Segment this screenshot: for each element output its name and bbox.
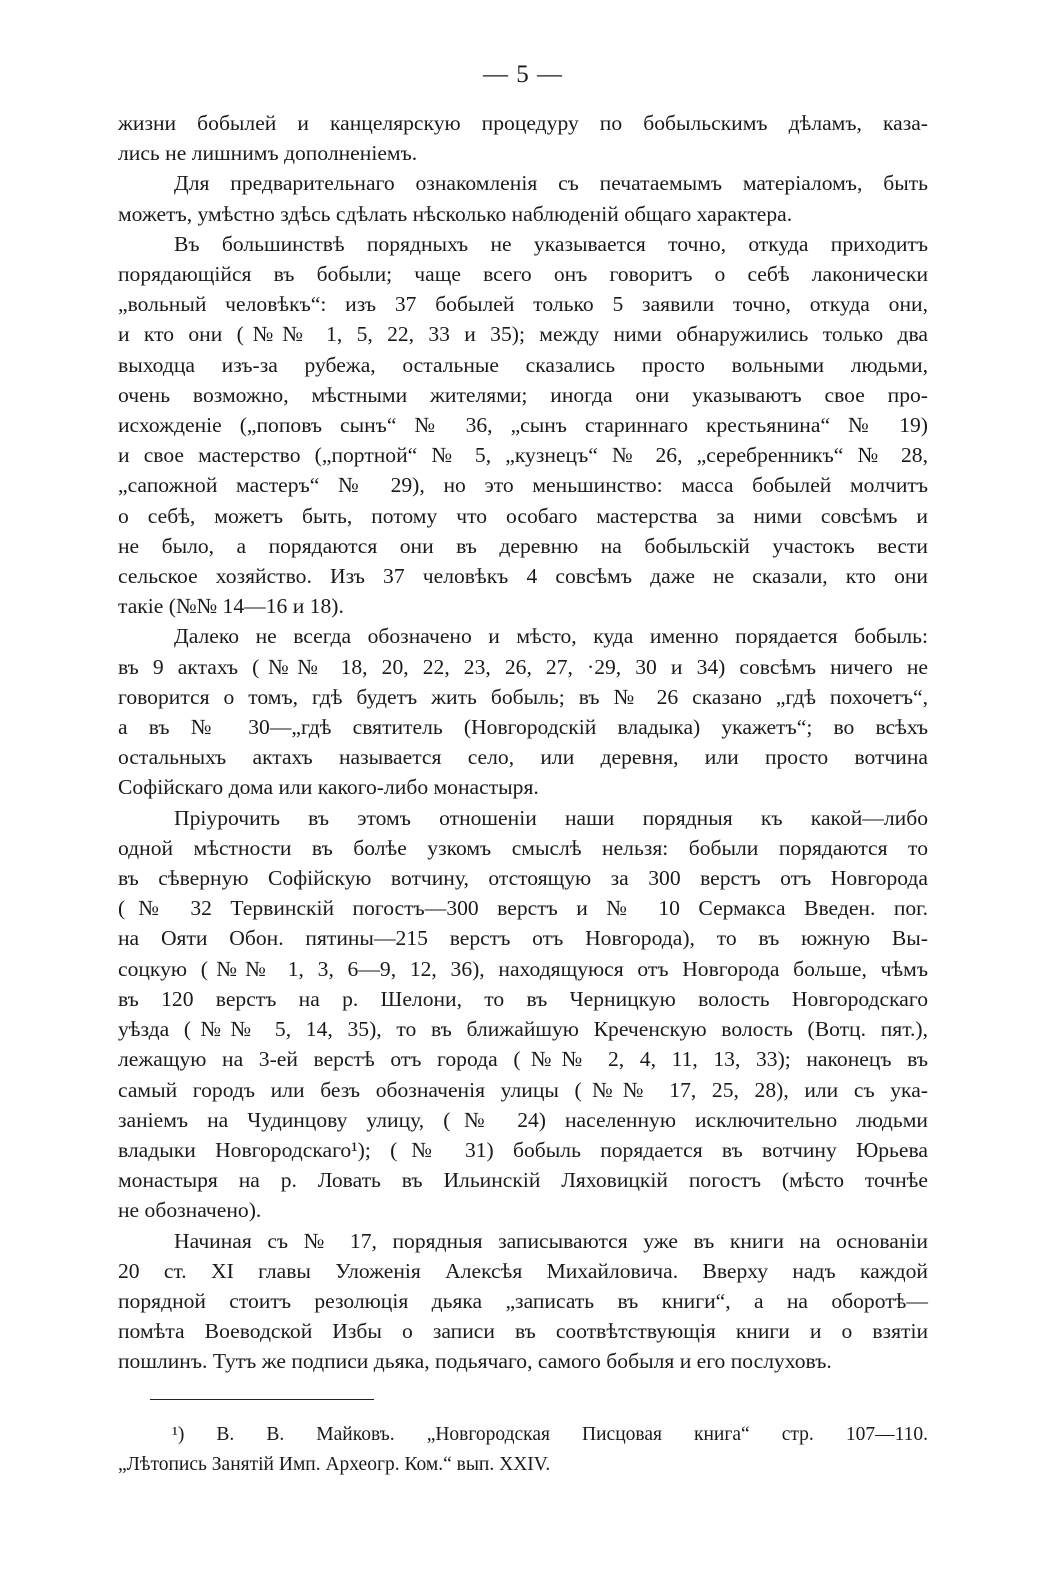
text-line: такіе (№№ 14—16 и 18).: [118, 594, 344, 619]
text-line: на Ояти Обон. пятины—215 верстъ отъ Новгорода), то въ южную Вы-: [118, 926, 928, 951]
text-line: остальныхъ актахъ называется село, или деревня, или просто вотчина: [118, 745, 928, 770]
text-line: Пріурочить въ этомъ отношеніи наши порядныя къ какой—либо: [174, 805, 928, 830]
text-line: а въ № 30—„гдѣ святитель (Новгородскій владыка) укажетъ“; во всѣхъ: [118, 715, 928, 740]
text-line: „вольный человѣкъ“: изъ 37 бобылей только 5 заявили точно, откуда они,: [118, 292, 928, 317]
text-line: не было, а порядаются они въ деревню на бобыльскій участокъ вести: [118, 533, 928, 558]
text-line: одной мѣстности въ болѣе узкомъ смыслѣ нельзя: бобыли порядаются то: [118, 835, 928, 860]
footnote-line-2: „Лѣтопись Занятій Имп. Археогр. Ком.“ вып. XXIV.: [118, 1453, 551, 1475]
text-line: Для предварительнаго ознакомленія съ печатаемымъ матеріаломъ, быть: [174, 171, 928, 196]
paragraph: [118, 803, 928, 1226]
text-line: говорится о томъ, гдѣ будетъ жить бобыль; въ № 26 сказано „гдѣ похочетъ“,: [118, 684, 928, 709]
text-line: Въ большинствѣ порядныхъ не указывается точно, откуда приходитъ: [174, 231, 928, 256]
text-line: не обозначено).: [118, 1198, 262, 1223]
text-line: и свое мастерство („портной“ № 5, „кузнецъ“ № 26, „серебренникъ“ № 28,: [118, 443, 928, 468]
text-line: (№ 32 Тервинскій погостъ—300 верстъ и № 10 Сермакса Введен. пог.: [118, 896, 928, 921]
footnote-divider: [150, 1399, 374, 1400]
paragraph: [118, 108, 928, 168]
text-line: сельское хозяйство. Изъ 37 человѣкъ 4 совсѣмъ даже не сказали, кто они: [118, 564, 928, 589]
text-line: „сапожной мастеръ“ № 29), но это меньшинство: масса бобылей молчитъ: [118, 473, 928, 498]
footnote: [118, 1420, 928, 1480]
text-line: жизни бобылей и канцелярскую процедуру по бобыльскимъ дѣламъ, каза-: [118, 111, 928, 135]
text-line: въ 9 актахъ (№№ 18, 20, 22, 23, 26, 27, ·29, 30 и 34) совсѣмъ ничего не: [118, 654, 928, 679]
footnote-line-1: ¹) В. В. Майковъ. „Новгородская Писцовая книга“ стр. 107—110.: [172, 1423, 928, 1445]
text-line: порядающійся въ бобыли; чаще всего онъ говоритъ о себѣ лаконически: [118, 262, 928, 287]
text-line: Далеко не всегда обозначено и мѣсто, куда именно порядается бобыль:: [174, 624, 928, 649]
paragraph: [118, 621, 928, 802]
text-line: и кто они (№№ 1, 5, 22, 33 и 35); между ними обнаружились только два: [118, 322, 928, 347]
text-line: соцкую (№№ 1, 3, 6—9, 12, 36), находящуюся отъ Новгорода больше, чѣмъ: [118, 956, 928, 981]
text-line: уѣзда (№№ 5, 14, 35), то въ ближайшую Креченскую волость (Вотц. пят.),: [118, 1017, 928, 1042]
text-line: исхожденіе („поповъ сынъ“ № 36, „сынъ стариннаго крестьянина“ № 19): [118, 413, 928, 438]
text-line: выходца изъ-за рубежа, остальные сказались просто вольными людьми,: [118, 352, 928, 377]
text-line: владыки Новгородскаго¹); (№ 31) бобыль порядается въ вотчину Юрьева: [118, 1137, 928, 1162]
text-line: пошлинъ. Тутъ же подписи дьяка, подьячаго, самого бобыля и его послуховъ.: [118, 1349, 832, 1374]
text-line: заніемъ на Чудинцову улицу, (№ 24) населенную исключительно людьми: [118, 1107, 928, 1132]
text-line: лежащую на 3-ей верстѣ отъ города (№№ 2, 4, 11, 13, 33); наконецъ въ: [118, 1047, 928, 1072]
page-number: — 5 —: [483, 61, 563, 88]
text-line: помѣта Воеводской Избы о записи въ соотвѣтствующія книги и о взятіи: [118, 1319, 928, 1344]
text-line: Начиная съ № 17, порядныя записываются уже въ книги на основаніи: [174, 1228, 928, 1253]
paragraph: [118, 229, 928, 622]
text-line: монастыря на р. Ловать въ Ильинскій Ляховицкій погостъ (мѣсто точнѣе: [118, 1168, 928, 1193]
paragraph: [118, 168, 928, 228]
text-line: въ 120 верстъ на р. Шелони, то въ Черницкую волость Новгородскаго: [118, 986, 928, 1011]
text-line: самый городъ или безъ обозначенія улицы (№№ 17, 25, 28), или съ ука-: [118, 1077, 928, 1102]
body-text: [118, 108, 928, 1377]
text-line: въ сѣверную Софійскую вотчину, отстоящую за 300 верстъ отъ Новгорода: [118, 866, 928, 891]
text-line: лись не лишнимъ дополненіемъ.: [118, 141, 418, 166]
document-page: [118, 58, 928, 1480]
text-line: можетъ, умѣстно здѣсь сдѣлать нѣсколько наблюденій общаго характера.: [118, 201, 793, 226]
text-line: 20 ст. XI главы Уложенія Алексѣя Михайловича. Вверху надъ каждой: [118, 1258, 928, 1283]
footnote-marker: ¹): [172, 1423, 185, 1445]
text-line: о себѣ, можетъ быть, потому что особаго мастерства за ними совсѣмъ и: [118, 503, 928, 528]
paragraph: [118, 1226, 928, 1377]
text-line: порядной стоитъ резолюція дьяка „записать въ книги“, а на оборотѣ—: [118, 1288, 928, 1313]
text-line: очень возможно, мѣстными жителями; иногда они указываютъ свое про-: [118, 382, 928, 407]
text-line: Софійскаго дома или какого-либо монастыря.: [118, 775, 539, 800]
